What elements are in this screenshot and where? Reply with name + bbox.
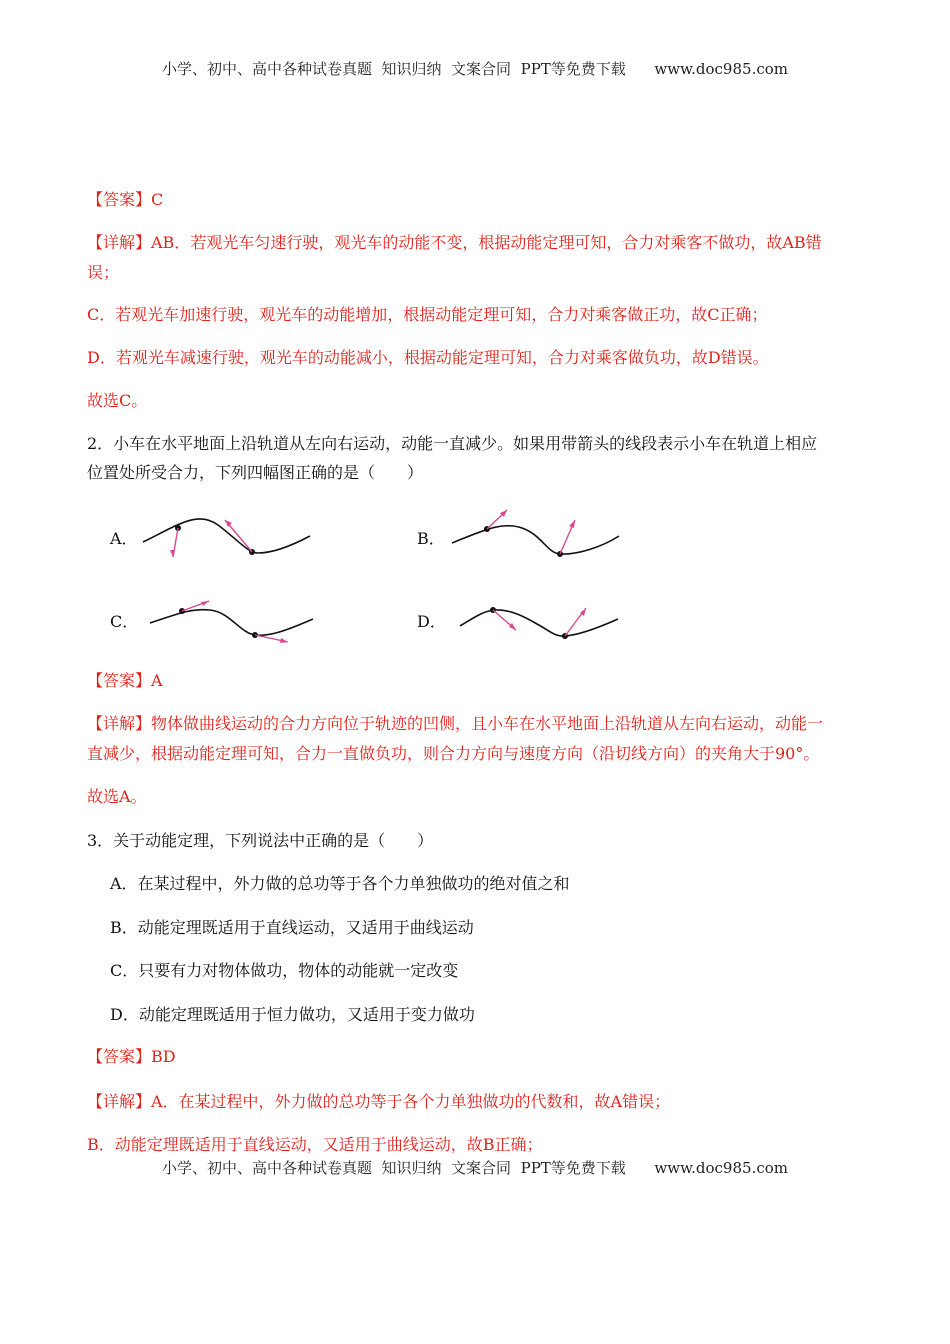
q2-stem-line1: 2．小车在水平地面上沿轨道从左向右运动，动能一直减少。如果用带箭头的线段表示小车在轨道上相应 <box>87 434 818 453</box>
q2-answer: 【答案】A <box>87 671 163 690</box>
q3-answer: 【答案】BD <box>87 1047 176 1066</box>
q2-figure-a <box>138 505 316 565</box>
page-header: 小学、初中、高中各种试卷真题 知识归纳 文案合同 PPT等免费下载 www.doc985.com <box>161 60 788 78</box>
q3-detail-b: B．动能定理既适用于直线运动，又适用于曲线运动，故B正确； <box>87 1135 543 1154</box>
q2-option-d-label: D． <box>417 612 446 631</box>
q2-stem-line2: 位置处所受合力，下列四幅图正确的是（ ） <box>87 463 424 482</box>
q2-choose: 故选A。 <box>87 787 147 806</box>
q2-detail-line1: 【详解】物体做曲线运动的合力方向位于轨迹的凹侧，且小车在水平地面上沿轨道从左向右运动，动能一 <box>87 714 824 733</box>
q2-option-c-label: C． <box>110 612 139 631</box>
q1-answer: 【答案】C <box>87 190 164 209</box>
q1-detail-line1: 【详解】AB．若观光车匀速行驶，观光车的动能不变，根据动能定理可知，合力对乘客不做功，故AB错 <box>87 233 822 252</box>
q2-figure-c <box>145 595 323 650</box>
q1-detail-d: D．若观光车减速行驶，观光车的动能减小，根据动能定理可知，合力对乘客做负功，故D错误。 <box>87 348 769 367</box>
q2-figure-b <box>447 505 625 565</box>
q3-option-a: A．在某过程中，外力做的总功等于各个力单独做功的绝对值之和 <box>110 874 570 893</box>
q1-detail-c: C．若观光车加速行驶，观光车的动能增加，根据动能定理可知，合力对乘客做正功，故C正确； <box>87 305 768 324</box>
q2-option-b-label: B． <box>417 529 445 548</box>
q3-detail-a: 【详解】A．在某过程中，外力做的总功等于各个力单独做功的代数和，故A错误； <box>87 1092 671 1111</box>
q1-choose: 故选C。 <box>87 391 148 410</box>
q3-stem: 3．关于动能定理，下列说法中正确的是（ ） <box>87 831 434 850</box>
q3-option-d: D．动能定理既适用于恒力做功，又适用于变力做功 <box>110 1005 475 1024</box>
q3-option-b: B．动能定理既适用于直线运动，又适用于曲线运动 <box>110 918 474 937</box>
q2-figure-d <box>455 595 633 650</box>
q3-option-c: C．只要有力对物体做功，物体的动能就一定改变 <box>110 961 459 980</box>
q2-detail-line2: 直减少，根据动能定理可知，合力一直做负功，则合力方向与速度方向（沿切线方向）的夹角大于90°。 <box>87 744 820 763</box>
page-footer: 小学、初中、高中各种试卷真题 知识归纳 文案合同 PPT等免费下载 www.doc985.com <box>161 1159 788 1177</box>
q2-option-a-label: A． <box>110 529 138 548</box>
q1-detail-line2: 误； <box>87 263 120 282</box>
